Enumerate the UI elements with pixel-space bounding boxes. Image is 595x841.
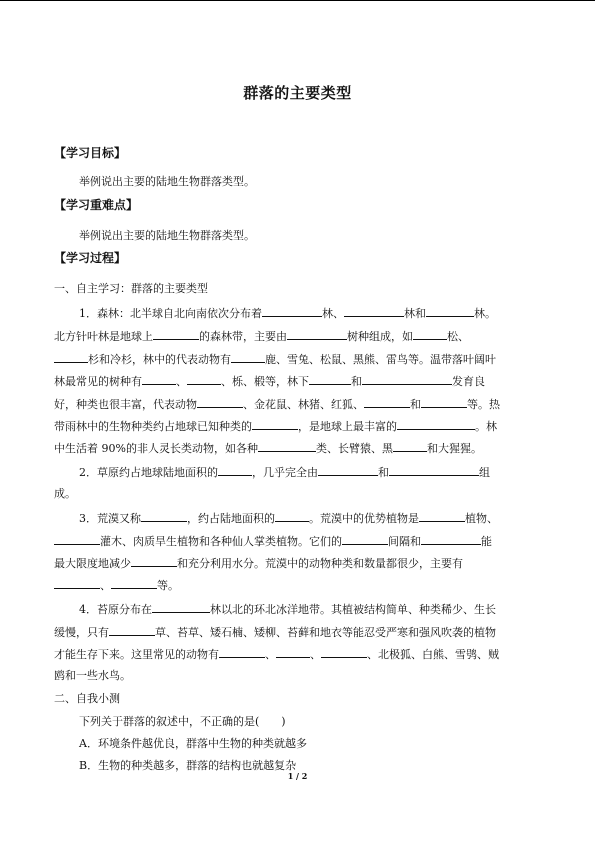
fill-blank[interactable] <box>426 304 474 317</box>
fill-blank[interactable] <box>389 463 479 476</box>
key-points-text: 举例说出主要的陆地生物群落类型。 <box>79 229 255 242</box>
fill-blank[interactable] <box>54 350 88 363</box>
page-title: 群落的主要类型 <box>243 84 352 102</box>
fill-blank[interactable] <box>421 532 481 545</box>
fill-blank[interactable] <box>131 554 177 567</box>
fill-blank[interactable] <box>364 395 410 408</box>
fill-blank[interactable] <box>393 439 427 452</box>
fill-blank[interactable] <box>152 600 210 613</box>
p1-line-3: 杉和冷杉，林中的代表动物有 鹿、雪兔、松鼠、黑熊、雷鸟等。温带落叶阔叶 <box>54 350 540 368</box>
p1-line-1: 1．森林：北半球自北向南依次分布着 林、 林和 林。 <box>79 304 540 322</box>
p4-line-3: 才能生存下来。这里常见的动物有 、 、 、北极狐、白熊、雪鸮、贼 <box>54 645 540 663</box>
fill-blank[interactable] <box>342 532 388 545</box>
process-heading: 【学习过程】 <box>54 251 127 265</box>
fill-blank[interactable] <box>344 304 404 317</box>
fill-blank[interactable] <box>362 372 452 385</box>
option-b: B．生物的种类越多，群落的结构也就越复杂 <box>79 759 297 772</box>
fill-blank[interactable] <box>275 509 309 522</box>
fill-blank[interactable] <box>218 463 252 476</box>
objectives-text: 举例说出主要的陆地生物群落类型。 <box>79 175 255 188</box>
p1-line-6: 带雨林中的生物种类约占地球已知种类的 ，是地球上最丰富的 。林 <box>54 417 540 435</box>
fill-blank[interactable] <box>153 327 199 340</box>
fill-blank[interactable] <box>397 417 475 430</box>
section-self-test: 二、自我小测 <box>54 692 120 705</box>
p1-line-5: 好，种类也很丰富，代表动物 、金花鼠、林猪、红狐、 和 等。热 <box>54 395 540 413</box>
option-a: A．环境条件越优良，群落中生物的种类就越多 <box>79 737 307 750</box>
p4-line-4: 鸥和一些水鸟。 <box>54 669 131 682</box>
p3-line-3: 最大限度地减少 和充分利用水分。荒漠中的动物种类和数量都很少，主要有 <box>54 554 540 572</box>
key-points-heading: 【学习重难点】 <box>54 198 139 212</box>
p2-line-1: 2．草原约占地球陆地面积的 ，几乎完全由 和 组 <box>79 463 540 481</box>
fill-blank[interactable] <box>276 645 310 658</box>
fill-blank[interactable] <box>109 623 155 636</box>
p1-line-2: 北方针叶林是地球上 的森林带，主要由 树种组成，如 松、 <box>54 327 540 345</box>
fill-blank[interactable] <box>258 439 316 452</box>
fill-blank[interactable] <box>219 645 265 658</box>
fill-blank[interactable] <box>419 509 465 522</box>
p3-line-1: 3．荒漠又称 ，约占陆地面积的 。荒漠中的优势植物是 植物、 <box>79 509 540 527</box>
page-number: 1 / 2 <box>287 771 308 781</box>
section-self-study: 一、自主学习：群落的主要类型 <box>54 282 208 295</box>
p4-line-2: 缓慢，只有 草、苔草、矮石楠、矮柳、苔藓和地衣等能忍受严寒和强风吹袭的植物 <box>54 623 540 641</box>
fill-blank[interactable] <box>262 304 322 317</box>
fill-blank[interactable] <box>141 509 187 522</box>
fill-blank[interactable] <box>54 532 100 545</box>
p4-line-1: 4．苔原分布在 林以北的环北冰洋地带。其植被结构简单、种类稀少、生长 <box>79 600 540 618</box>
fill-blank[interactable] <box>187 372 221 385</box>
fill-blank[interactable] <box>252 417 298 430</box>
question-stem: 下列关于群落的叙述中，不正确的是( ) <box>79 715 286 728</box>
fill-blank[interactable] <box>421 395 467 408</box>
fill-blank[interactable] <box>54 576 100 589</box>
p1-line-4: 林最常见的树种有 、 、栎、椴等，林下 和 发育良 <box>54 372 540 390</box>
p1-line-7: 中生活着 90%的非人灵长类动物，如各种 类、长臂猿、黑 和大猩猩。 <box>54 439 540 457</box>
fill-blank[interactable] <box>197 395 243 408</box>
fill-blank[interactable] <box>309 372 351 385</box>
fill-blank[interactable] <box>321 645 367 658</box>
p2-line-2: 成。 <box>54 487 76 500</box>
fill-blank[interactable] <box>318 463 378 476</box>
fill-blank[interactable] <box>111 576 157 589</box>
objectives-heading: 【学习目标】 <box>54 146 127 160</box>
fill-blank[interactable] <box>231 350 265 363</box>
fill-blank[interactable] <box>287 327 347 340</box>
p3-line-4: 、 等。 <box>54 576 540 594</box>
fill-blank[interactable] <box>413 327 447 340</box>
p3-line-2: 灌木、肉质旱生植物和各种仙人掌类植物。它们的 间隔和 能 <box>54 532 540 550</box>
fill-blank[interactable] <box>142 372 176 385</box>
